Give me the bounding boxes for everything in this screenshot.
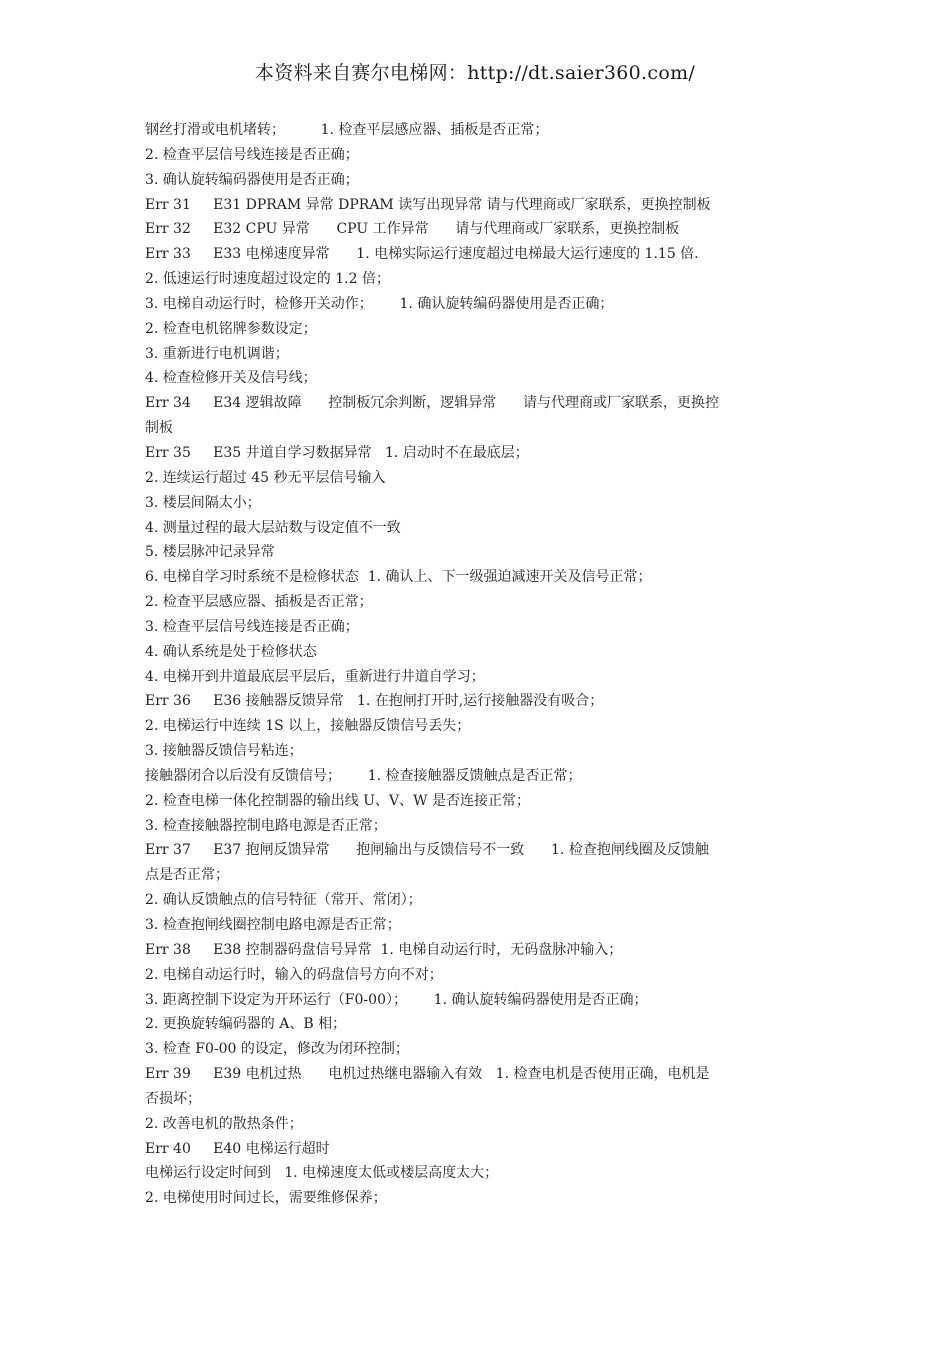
text-line: 4. 确认系统是处于检修状态 <box>145 643 317 660</box>
text-line: 3. 楼层间隔太小； <box>145 494 261 511</box>
text-line: 否损坏； <box>145 1090 201 1107</box>
text-line: 4. 电梯开到井道最底层平层后，重新进行井道自学习； <box>145 668 485 685</box>
text-line: 制板 <box>145 420 173 437</box>
text-line: 2. 低速运行时速度超过设定的 1.2 倍； <box>145 271 390 288</box>
text-line: 4. 检查检修开关及信号线； <box>145 370 317 387</box>
text-line: Err 35 E35 井道自学习数据异常 1. 启动时不在最底层； <box>145 444 529 461</box>
text-line: Err 37 E37 抱闸反馈异常 抱闸输出与反馈信号不一致 1. 检查抱闸线圈及反馈触 <box>145 842 709 859</box>
text-line: 2. 检查电机铭牌参数设定； <box>145 320 317 337</box>
text-line: 2. 改善电机的散热条件； <box>145 1115 303 1132</box>
text-line: 2. 检查平层感应器、插板是否正常； <box>145 594 373 611</box>
text-line: 3. 确认旋转编码器使用是否正确； <box>145 171 359 188</box>
text-line: 钢丝打滑或电机堵转； 1. 检查平层感应器、插板是否正常； <box>145 122 549 138</box>
text-line: 3. 检查平层信号线连接是否正确； <box>145 618 359 635</box>
text-line: 4. 测量过程的最大层站数与设定值不一致 <box>145 519 401 536</box>
text-line: 3. 检查接触器控制电路电源是否正常； <box>145 817 387 834</box>
text-line: 3. 距离控制下设定为开环运行（F0-00）； 1. 确认旋转编码器使用是否正确； <box>145 991 648 1008</box>
text-line: Err 39 E39 电机过热 电机过热继电器输入有效 1. 检查电机是否使用正确，电机是 <box>145 1066 710 1083</box>
text-line: 接触器闭合以后没有反馈信号； 1. 检查接触器反馈触点是否正常； <box>145 767 582 784</box>
text-line: 2. 电梯使用时间过长，需要维修保养； <box>145 1190 387 1207</box>
text-line: 2. 确认反馈触点的信号特征（常开、常闭）； <box>145 892 422 909</box>
text-line: Err 36 E36 接触器反馈异常 1. 在抱闸打开时,运行接触器没有吸合； <box>145 693 604 710</box>
text-line: Err 38 E38 控制器码盘信号异常 1. 电梯自动运行时，无码盘脉冲输入； <box>145 941 623 958</box>
text-line: 2. 电梯自动运行时，输入的码盘信号方向不对； <box>145 966 443 983</box>
text-line: 3. 重新进行电机调谐； <box>145 345 289 362</box>
text-line: 2. 检查平层信号线连接是否正确； <box>145 146 359 163</box>
text-line: Err 31 E31 DPRAM 异常 DPRAM 读写出现异常 请与代理商或厂家联系，更换控制板 <box>145 196 711 213</box>
text-line: 3. 接触器反馈信号粘连； <box>145 743 303 760</box>
text-line: 点是否正常； <box>145 867 229 884</box>
text-line: 2. 检查电梯一体化控制器的输出线 U、V、W 是否连接正常； <box>145 792 531 809</box>
text-line: Err 40 E40 电梯运行超时 <box>145 1140 330 1157</box>
text-line: 6. 电梯自学习时系统不是检修状态 1. 确认上、下一级强迫减速开关及信号正常； <box>145 569 652 586</box>
text-line: 3. 电梯自动运行时，检修开关动作； 1. 确认旋转编码器使用是否正确； <box>145 295 614 312</box>
text-line: Err 34 E34 逻辑故障 控制板冗余判断，逻辑异常 请与代理商或厂家联系，更换控 <box>145 395 720 412</box>
text-line: 3. 检查抱闸线圈控制电路电源是否正常； <box>145 917 401 933</box>
text-line: 3. 检查 F0-00 的设定，修改为闭环控制； <box>145 1041 409 1058</box>
text-line: 2. 更换旋转编码器的 A、B 相； <box>145 1016 347 1033</box>
text-line: 2. 电梯运行中连续 1S 以上，接触器反馈信号丢失； <box>145 718 471 735</box>
text-line: Err 32 E32 CPU 异常 CPU 工作异常 请与代理商或厂家联系，更换控制板 <box>145 221 680 238</box>
text-line: 5. 楼层脉冲记录异常 <box>145 544 275 561</box>
text-line: 电梯运行设定时间到 1. 电梯速度太低或楼层高度太大； <box>145 1165 499 1182</box>
document-body <box>145 118 815 1211</box>
text-line: 2. 连续运行超过 45 秒无平层信号输入 <box>145 469 386 486</box>
text-line: Err 33 E33 电梯速度异常 1. 电梯实际运行速度超过电梯最大运行速度的 1.15 倍. <box>145 246 699 263</box>
page-header: 本资料来自赛尔电梯网：http://dt.saier360.com/ <box>254 62 696 84</box>
